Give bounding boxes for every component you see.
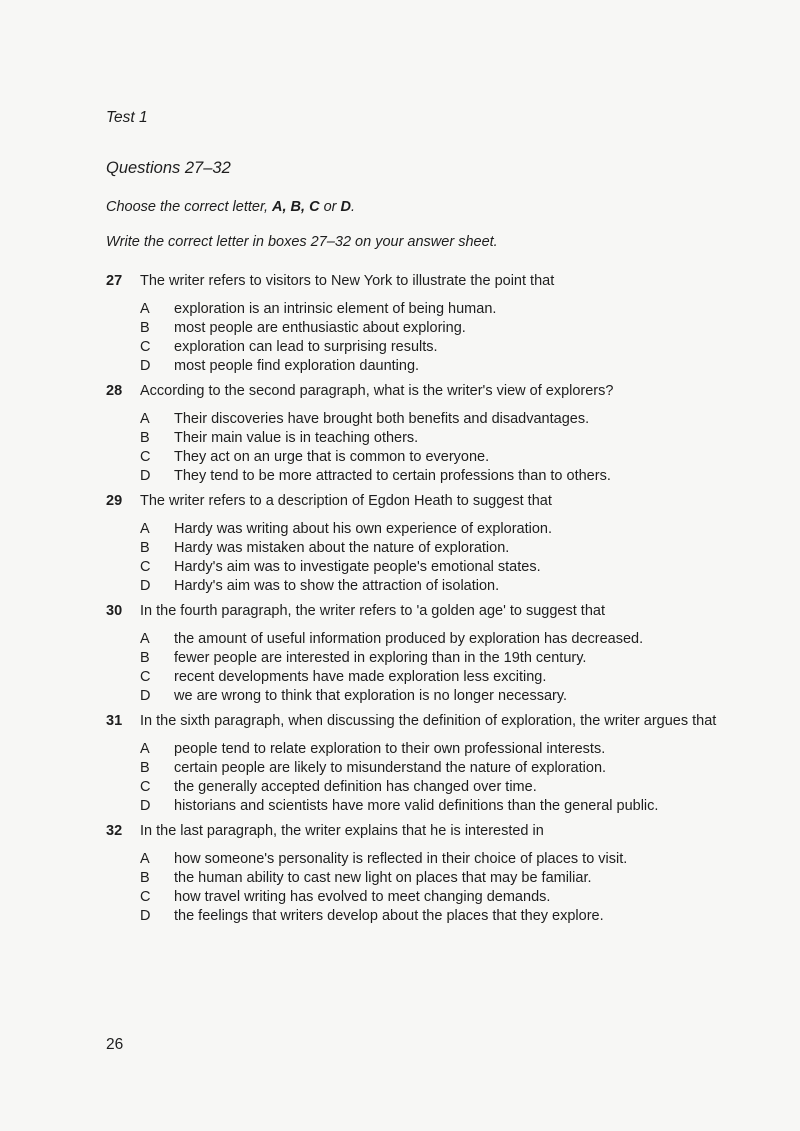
option-b [106,649,726,668]
option-letter: D [140,908,151,924]
option-text: most people find exploration daunting. [174,358,420,374]
question-text: In the last paragraph, the writer explains that he is interested in [140,823,544,839]
option-b [106,429,726,448]
option-list [106,520,726,596]
option-letter: B [140,760,150,776]
question-32 [106,822,726,926]
question-27 [106,272,726,376]
option-list [106,300,726,376]
option-list [106,630,726,706]
question-stem [106,712,726,731]
question-stem [106,822,726,841]
option-a [106,740,726,759]
instruction-letters: A, B, C [272,199,320,215]
option-d [106,467,726,486]
question-number: 28 [106,383,123,399]
option-letter: B [140,320,150,336]
option-text: how someone's personality is reflected in their choice of places to visit. [174,851,628,867]
option-letter: D [140,468,151,484]
question-text: The writer refers to visitors to New York to illustrate the point that [140,273,555,289]
option-text: They act on an urge that is common to everyone. [174,449,490,465]
question-number: 29 [106,493,123,509]
option-letter: D [140,798,151,814]
option-d [106,577,726,596]
question-stem [106,272,726,291]
option-text: They tend to be more attracted to certain professions than to others. [174,468,611,484]
question-stem [106,492,726,511]
option-text: the amount of useful information produced by exploration has decreased. [174,631,644,647]
question-number: 32 [106,823,123,839]
option-c [106,558,726,577]
option-letter: B [140,540,150,556]
option-text: fewer people are interested in exploring than in the 19th century. [174,650,587,666]
option-text: Hardy's aim was to show the attraction of isolation. [174,578,500,594]
option-c [106,338,726,357]
option-list [106,740,726,816]
question-list [106,272,726,932]
option-a [106,410,726,429]
option-c [106,778,726,797]
option-a [106,300,726,319]
question-30 [106,602,726,706]
question-text: In the fourth paragraph, the writer refers to 'a golden age' to suggest that [140,603,605,619]
question-number: 31 [106,713,123,729]
option-text: Their main value is in teaching others. [174,430,419,446]
question-text: The writer refers to a description of Egdon Heath to suggest that [140,493,552,509]
option-text: Hardy's aim was to investigate people's emotional states. [174,559,541,575]
option-letter: A [140,741,150,757]
option-text: the feelings that writers develop about the places that they explore. [174,908,604,924]
option-letter: B [140,430,150,446]
option-letter: C [140,779,151,795]
option-letter: D [140,578,151,594]
question-number: 27 [106,273,123,289]
option-text: how travel writing has evolved to meet changing demands. [174,889,551,905]
instruction-last-letter: D [340,199,351,215]
question-text: According to the second paragraph, what is the writer's view of explorers? [140,383,614,399]
option-d [106,687,726,706]
option-text: we are wrong to think that exploration is no longer necessary. [174,688,568,704]
option-a [106,850,726,869]
option-letter: C [140,449,151,465]
option-letter: B [140,650,150,666]
option-letter: C [140,669,151,685]
option-letter: A [140,411,150,427]
question-stem [106,602,726,621]
question-28 [106,382,726,486]
option-letter: C [140,559,151,575]
option-d [106,797,726,816]
option-letter: A [140,521,150,537]
option-text: the human ability to cast new light on places that may be familiar. [174,870,592,886]
question-text: In the sixth paragraph, when discussing the definition of exploration, the writer argues that [140,713,717,729]
option-text: certain people are likely to misunderstand the nature of exploration. [174,760,607,776]
option-letter: A [140,631,150,647]
option-text: historians and scientists have more valid definitions than the general public. [174,798,659,814]
option-a [106,630,726,649]
question-stem [106,382,726,401]
option-letter: D [140,358,151,374]
option-text: Hardy was writing about his own experience of exploration. [174,521,553,537]
option-d [106,357,726,376]
option-text: exploration is an intrinsic element of being human. [174,301,497,317]
instruction-or: or [319,199,341,215]
option-b [106,539,726,558]
question-number: 30 [106,603,123,619]
option-b [106,759,726,778]
option-list [106,410,726,486]
option-text: people tend to relate exploration to their own professional interests. [174,741,606,757]
option-text: exploration can lead to surprising results. [174,339,438,355]
option-text: most people are enthusiastic about exploring. [174,320,466,336]
option-text: Their discoveries have brought both benefits and disadvantages. [174,411,590,427]
option-letter: C [140,889,151,905]
instruction-choose-letter [106,199,355,215]
question-31 [106,712,726,816]
option-letter: A [140,851,150,867]
option-c [106,448,726,467]
option-text: Hardy was mistaken about the nature of exploration. [174,540,510,556]
option-b [106,319,726,338]
option-c [106,888,726,907]
option-c [106,668,726,687]
page-number: 26 [106,1036,124,1053]
instruction-end: . [351,199,356,215]
page-header: Test 1 [106,109,148,126]
option-letter: B [140,870,150,886]
option-letter: D [140,688,151,704]
option-list [106,850,726,926]
option-text: recent developments have made exploration less exciting. [174,669,547,685]
question-29 [106,492,726,596]
instruction-text: Choose the correct letter, [106,199,273,215]
option-text: the generally accepted definition has changed over time. [174,779,537,795]
option-letter: C [140,339,151,355]
option-d [106,907,726,926]
instruction-answer-sheet: Write the correct letter in boxes 27–32 on your answer sheet. [106,234,498,250]
option-letter: A [140,301,150,317]
option-a [106,520,726,539]
section-title: Questions 27–32 [106,159,231,177]
option-b [106,869,726,888]
